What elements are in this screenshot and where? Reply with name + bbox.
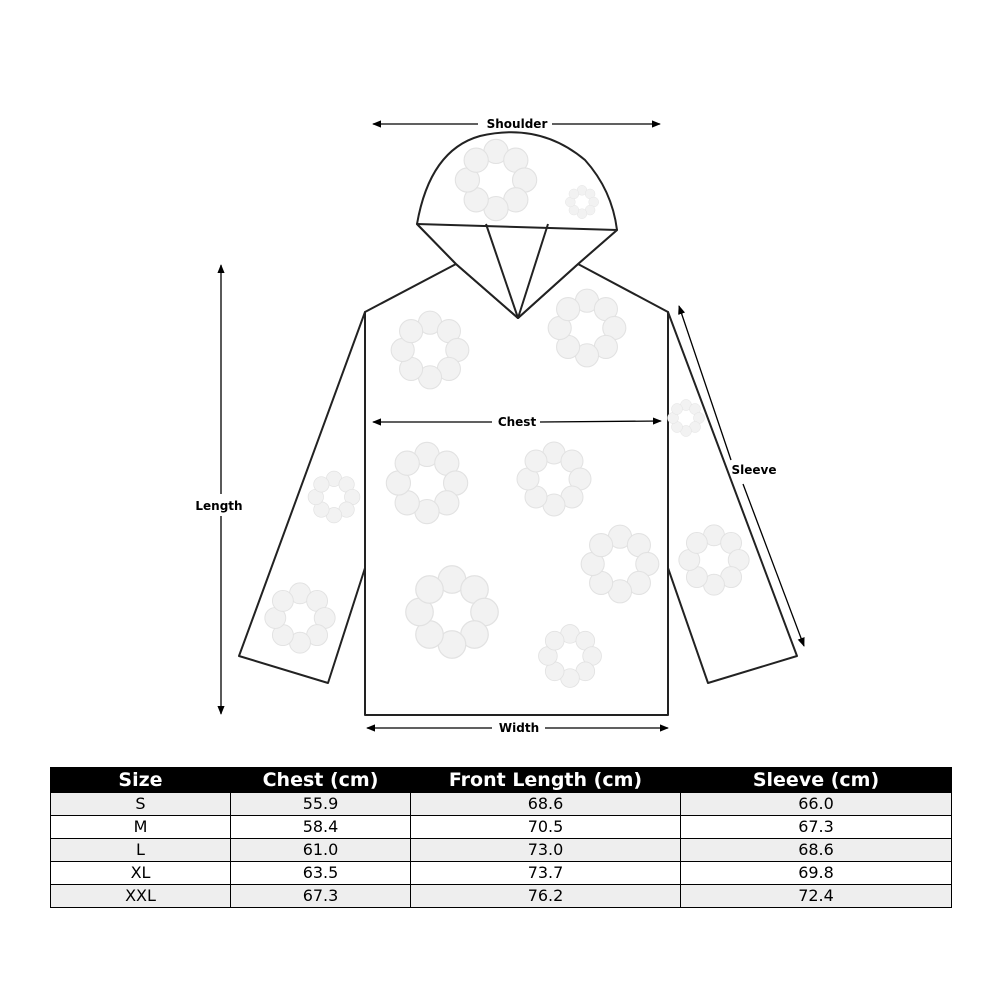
cell-sleeve: 72.4	[681, 885, 952, 908]
cell-sleeve: 66.0	[681, 793, 952, 816]
cell-size: S	[51, 793, 231, 816]
table-header-row	[51, 768, 952, 793]
header-sleeve: Sleeve (cm)	[681, 768, 952, 793]
table-row	[51, 793, 952, 816]
cell-front-length: 73.7	[411, 862, 681, 885]
cell-chest: 55.9	[231, 793, 411, 816]
cell-chest: 63.5	[231, 862, 411, 885]
chest-label: Chest	[497, 415, 537, 429]
cell-size: XXL	[51, 885, 231, 908]
size-chart-table	[50, 767, 952, 908]
width-label: Width	[498, 721, 540, 735]
header-front-length: Front Length (cm)	[411, 768, 681, 793]
header-chest: Chest (cm)	[231, 768, 411, 793]
shoulder-label: Shoulder	[486, 117, 548, 131]
cell-sleeve: 69.8	[681, 862, 952, 885]
cell-chest: 58.4	[231, 816, 411, 839]
length-label: Length	[195, 499, 243, 513]
cell-front-length: 73.0	[411, 839, 681, 862]
cell-sleeve: 68.6	[681, 839, 952, 862]
cell-size: L	[51, 839, 231, 862]
table-row	[51, 885, 952, 908]
table-row	[51, 816, 952, 839]
cell-front-length: 68.6	[411, 793, 681, 816]
sleeve-label: Sleeve	[731, 463, 777, 477]
right-sleeve	[668, 312, 797, 683]
cell-size: M	[51, 816, 231, 839]
table-row	[51, 839, 952, 862]
cell-chest: 61.0	[231, 839, 411, 862]
table-row	[51, 862, 952, 885]
cell-sleeve: 67.3	[681, 816, 952, 839]
header-size: Size	[51, 768, 231, 793]
cell-chest: 67.3	[231, 885, 411, 908]
cell-size: XL	[51, 862, 231, 885]
cell-front-length: 76.2	[411, 885, 681, 908]
cell-front-length: 70.5	[411, 816, 681, 839]
